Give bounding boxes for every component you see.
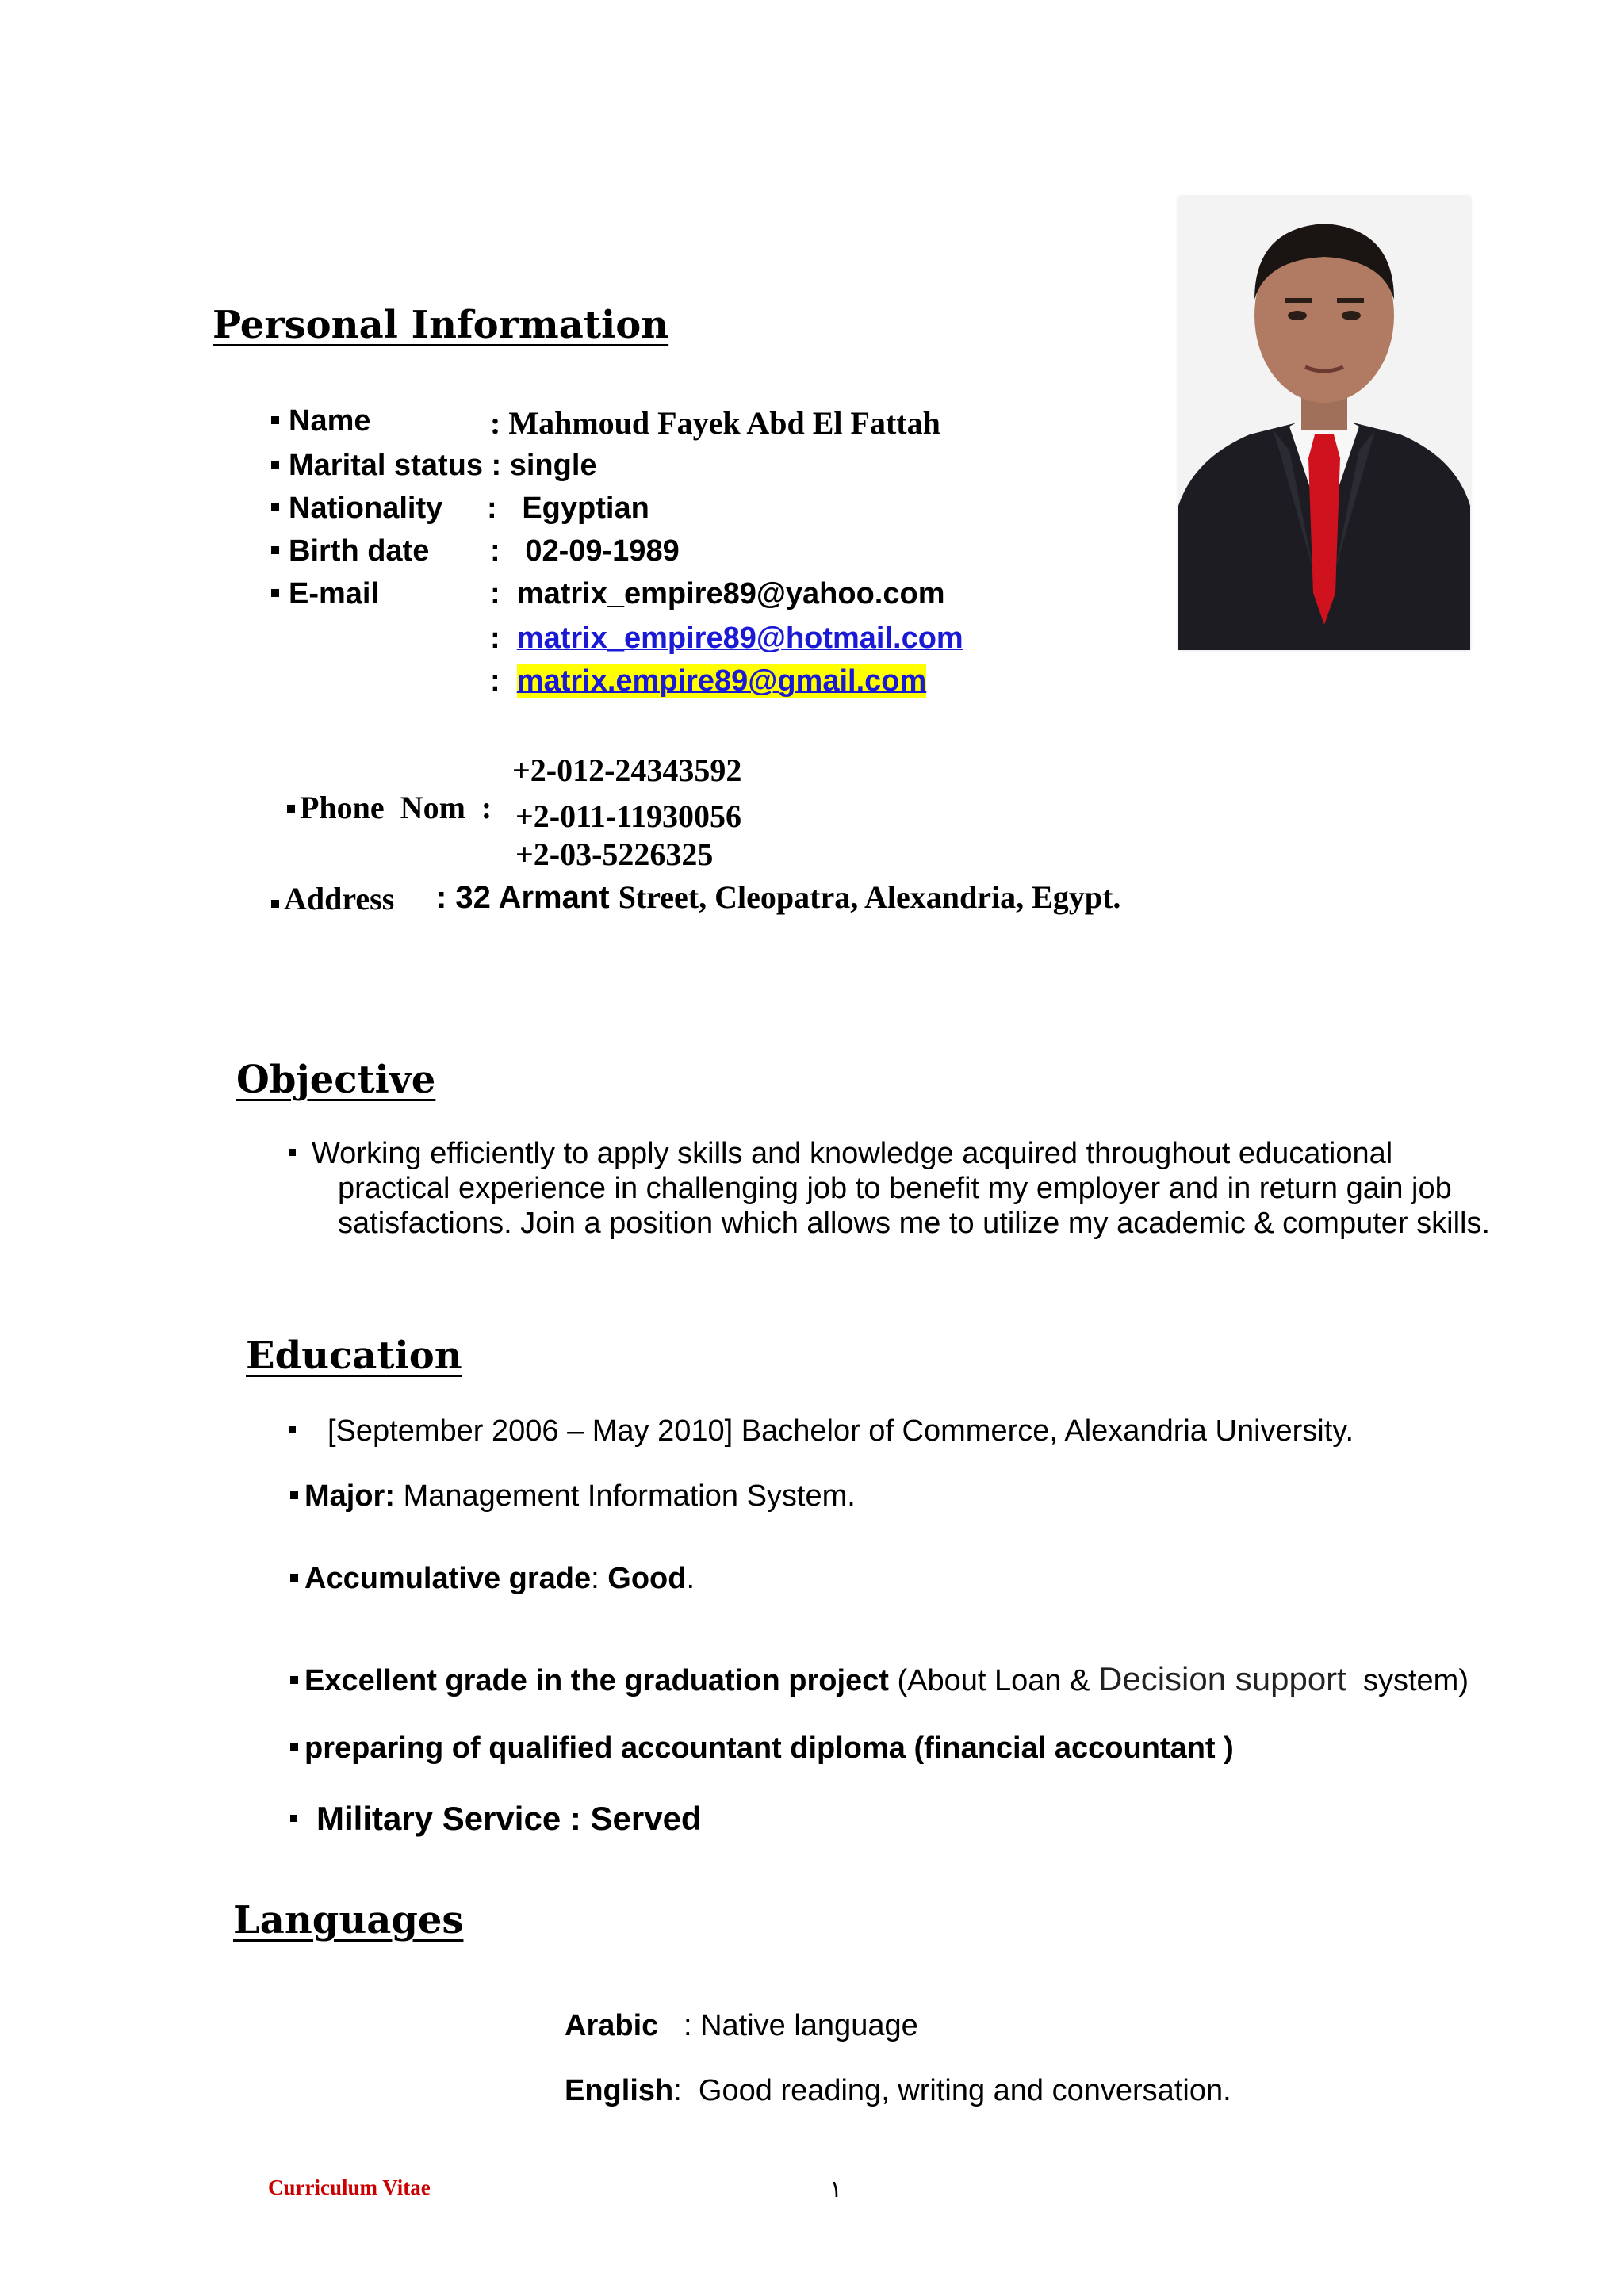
nationality-value: : Egyptian <box>487 492 649 525</box>
address-row <box>271 880 394 917</box>
email-row <box>271 577 1064 614</box>
address-number: : 32 Armant <box>436 880 610 915</box>
email-yahoo: matrix_empire89@yahoo.com <box>516 577 945 610</box>
square-bullet-icon <box>271 589 279 597</box>
objective-line-3: satisfactions. Join a position which allows me to utilize my academic & computer skills. <box>338 1207 1491 1240</box>
grade-value: Good <box>607 1562 687 1595</box>
marital-row <box>271 449 597 483</box>
birth-label: Birth date <box>289 534 430 568</box>
name-label: Name <box>289 404 371 438</box>
square-bullet-icon <box>271 900 279 908</box>
birth-row <box>271 534 906 571</box>
diploma-text: preparing of qualified accountant diploma (financial accountant ) <box>304 1732 1234 1765</box>
education-grade <box>290 1562 695 1596</box>
nationality-label: Nationality <box>289 492 443 525</box>
phone-row <box>271 752 492 826</box>
section-title-languages: Languages <box>233 1898 464 1942</box>
email-gmail-link[interactable]: matrix.empire89@gmail.com <box>516 664 927 698</box>
language-english <box>565 2074 1231 2108</box>
nationality-row <box>271 492 906 528</box>
phone-2: +2-011-11930056 <box>515 798 742 834</box>
email-label: E-mail <box>289 577 380 610</box>
education-diploma <box>290 1732 1234 1766</box>
email-row-3 <box>490 664 926 698</box>
major-value: Management Information System. <box>403 1479 856 1513</box>
square-bullet-icon <box>287 805 295 813</box>
email-colon: : <box>490 664 500 698</box>
arabic-value: : Native language <box>683 2009 918 2042</box>
project-text-b: Decision support <box>1098 1660 1346 1697</box>
square-bullet-icon <box>271 416 279 424</box>
education-project <box>290 1660 1469 1698</box>
portrait-photo <box>1178 197 1470 650</box>
phone-3: +2-03-5226325 <box>515 836 714 872</box>
project-label: Excellent grade in the graduation project <box>304 1664 889 1697</box>
project-text-c: system) <box>1362 1664 1469 1697</box>
square-bullet-icon <box>290 1743 298 1751</box>
square-bullet-icon <box>290 1815 297 1822</box>
square-bullet-icon <box>289 1149 296 1156</box>
square-bullet-icon <box>290 1574 298 1582</box>
grade-label: Accumulative grade <box>304 1562 592 1595</box>
email-colon: : <box>490 577 500 610</box>
objective-line-2: practical experience in challenging job to benefit my employer and in return gain job <box>338 1172 1452 1205</box>
square-bullet-icon <box>271 503 279 511</box>
language-arabic <box>565 2009 918 2043</box>
square-bullet-icon <box>290 1676 298 1684</box>
phone-label: Phone Nom : <box>300 790 492 825</box>
military-text: Military Service : Served <box>316 1800 702 1837</box>
square-bullet-icon <box>289 1426 296 1433</box>
email-row-2 <box>490 622 963 656</box>
square-bullet-icon <box>271 546 279 554</box>
education-major <box>290 1479 856 1513</box>
section-title-education: Education <box>246 1334 462 1378</box>
footer-title: Curriculum Vitae <box>268 2175 431 2199</box>
major-label: Major: <box>304 1479 395 1513</box>
square-bullet-icon <box>271 461 279 469</box>
marital-label: Marital status <box>289 449 483 482</box>
address-value <box>436 878 1120 916</box>
education-degree <box>289 1414 1354 1448</box>
address-label: Address <box>284 881 395 916</box>
name-value: : Mahmoud Fayek Abd El Fattah <box>490 405 940 441</box>
section-title-objective: Objective <box>236 1058 436 1102</box>
arabic-label: Arabic <box>565 2009 659 2042</box>
page-number: ١ <box>829 2176 843 2202</box>
english-value: : Good reading, writing and conversation. <box>673 2074 1231 2107</box>
grade-colon: : <box>591 1562 599 1595</box>
military-service <box>290 1800 702 1838</box>
address-street: Street, Cleopatra, Alexandria, Egypt. <box>618 879 1121 915</box>
section-title-personal: Personal Information <box>213 303 669 347</box>
phone-1: +2-012-24343592 <box>512 752 742 788</box>
email-colon: : <box>490 622 500 655</box>
objective-line-1 <box>289 1137 1392 1171</box>
square-bullet-icon <box>290 1491 298 1499</box>
degree-text: [September 2006 – May 2010] Bachelor of Commerce, Alexandria University. <box>327 1414 1354 1448</box>
birth-value: : 02-09-1989 <box>490 534 680 568</box>
english-label: English <box>565 2074 674 2107</box>
marital-value: : single <box>491 449 597 482</box>
objective-text-1: Working efficiently to apply skills and knowledge acquired throughout educational <box>312 1137 1393 1170</box>
profile-photo <box>1178 197 1470 650</box>
email-hotmail-link[interactable]: matrix_empire89@hotmail.com <box>516 622 963 655</box>
name-row <box>271 404 1143 441</box>
grade-period: . <box>686 1562 695 1595</box>
project-text-a: (About Loan & <box>897 1664 1090 1697</box>
